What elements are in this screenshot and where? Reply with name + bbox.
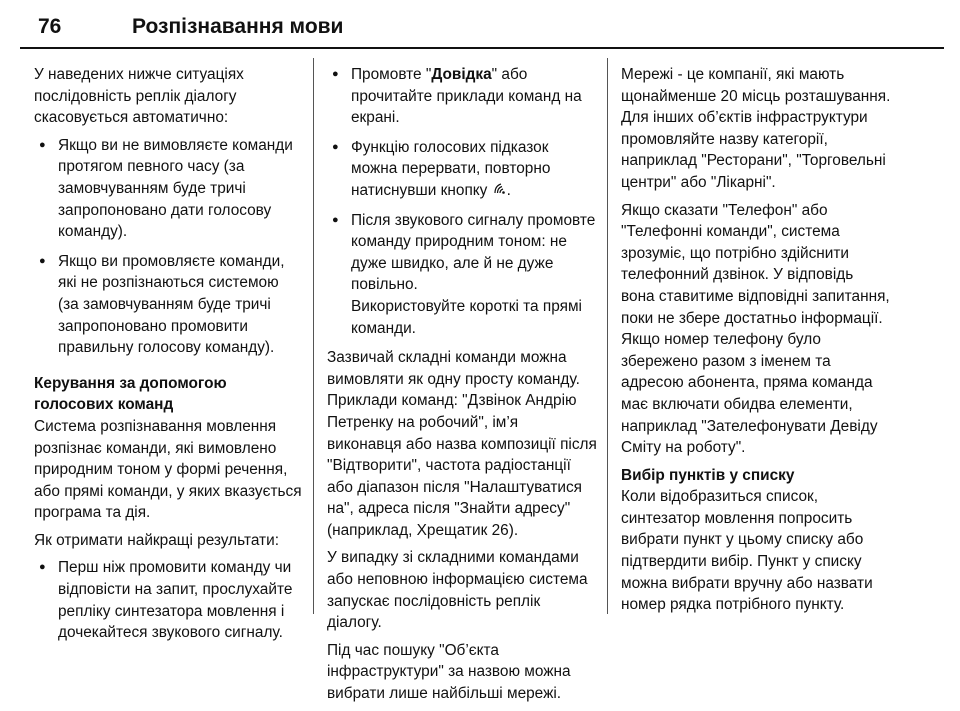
- body-paragraph: Система розпізнавання мовлення розпізнає команди, які вимовлено природним тоном у формі речення, або прямі команди, у яких вказується програма та дія.: [34, 417, 302, 522]
- intro-paragraph: У наведених нижче ситуаціях послідовність реплік діалогу скасовується автоматично:: [34, 66, 244, 127]
- tips-list: [34, 557, 302, 643]
- list-item: ● Якщо ви не вимовляєте команди протягом певного часу (за замовчуванням буде тричі запропоновано дати голосову команду).: [34, 135, 302, 243]
- list-item: ● Перш ніж промовити команду чи відповісти на запит, прослухайте репліку синтезатора мовлення і дочекайтеся звукового сигналу.: [34, 557, 302, 643]
- section-heading: Керування за допомогою голосових команд: [34, 374, 227, 414]
- voice-button-icon: [493, 180, 506, 202]
- page-number: 76: [38, 15, 62, 38]
- body-paragraph: Мережі - це компанії, які мають щонайменше 20 місць розташування. Для інших об’єктів інфраструктури промовляйте назву категорії, наприклад "Ресторани", "Торговельні центри" або "Лікарні".: [621, 66, 891, 191]
- page-header: [20, 0, 944, 50]
- list-item-text: Використовуйте короткі та прямі команди.: [351, 297, 582, 337]
- body-paragraph: Коли відобразиться список, синтезатор мовлення попросить вибрати пункт у цьому списку або підтвердити вибір. Пункт у списку можна вибрати вручну або назвати номер рядка потрібного пункту.: [621, 488, 873, 614]
- tips-list-continued: [327, 64, 597, 339]
- list-item-text: Після звукового сигналу промовте команду природним тоном: не дуже швидко, але й не дуже повільно.: [351, 211, 596, 294]
- body-paragraph: У випадку зі складними командами або неповною інформацією система запускає послідовність реплік діалогу.: [327, 549, 588, 632]
- column-1: [34, 64, 302, 652]
- column-2: [327, 64, 597, 711]
- list-item: [327, 64, 597, 129]
- section-heading: Вибір пунктів у списку: [621, 466, 795, 484]
- list-item: ● Функцію голосових підказок можна перервати, повторно натиснувши кнопку .: [327, 137, 597, 202]
- column-3: [621, 64, 891, 622]
- help-command: Довідка: [431, 66, 492, 83]
- body-paragraph: Як отримати найкращі результати:: [34, 531, 279, 549]
- page-title: Розпізнавання мови: [132, 15, 344, 38]
- list-item-text: Промовте ": [351, 66, 432, 83]
- column-divider-2: [607, 58, 608, 614]
- body-paragraph: Зазвичай складні команди можна вимовляти як одну просту команду. Приклади команд: "Дзвінок Андрію Петренку на робочий", ім’я виконавця або назва композиції після "Відтворити", частота радіостанції або діапазон після "Налаштуватися на", адреса після "Знайти адресу" (наприклад, Хрещатик 26).: [327, 349, 597, 539]
- list-item: ● Якщо ви промовляєте команди, які не розпізнаються системою (за замовчуванням буде тричі запропоновано промовити правильну голосову команду).: [34, 251, 302, 359]
- list-item: [327, 210, 597, 340]
- body-paragraph: Якщо сказати "Телефон" або "Телефонні команди", система зрозуміє, що потрібно здійснити телефонний дзвінок. У відповідь вона ставитиме відповідні запитання, поки не збере достатньо інформації. Якщо номер телефону було збережено разом з іменем та адресою абонента, пряма команда має включати обидва елементи, наприклад "Зателефонувати Девіду Сміту на роботу".: [621, 201, 890, 457]
- list-item-text: Функцію голосових підказок можна перервати, повторно натиснувши кнопку: [351, 138, 551, 199]
- cancel-conditions-list: [34, 135, 302, 359]
- body-paragraph: Під час пошуку "Об’єкта інфраструктури" за назвою можна вибрати лише найбільші мережі.: [327, 641, 571, 703]
- column-divider-1: [313, 58, 314, 614]
- header-rule: [20, 47, 944, 49]
- list-item-text: " або прочитайте приклади команд на екрані.: [351, 66, 582, 127]
